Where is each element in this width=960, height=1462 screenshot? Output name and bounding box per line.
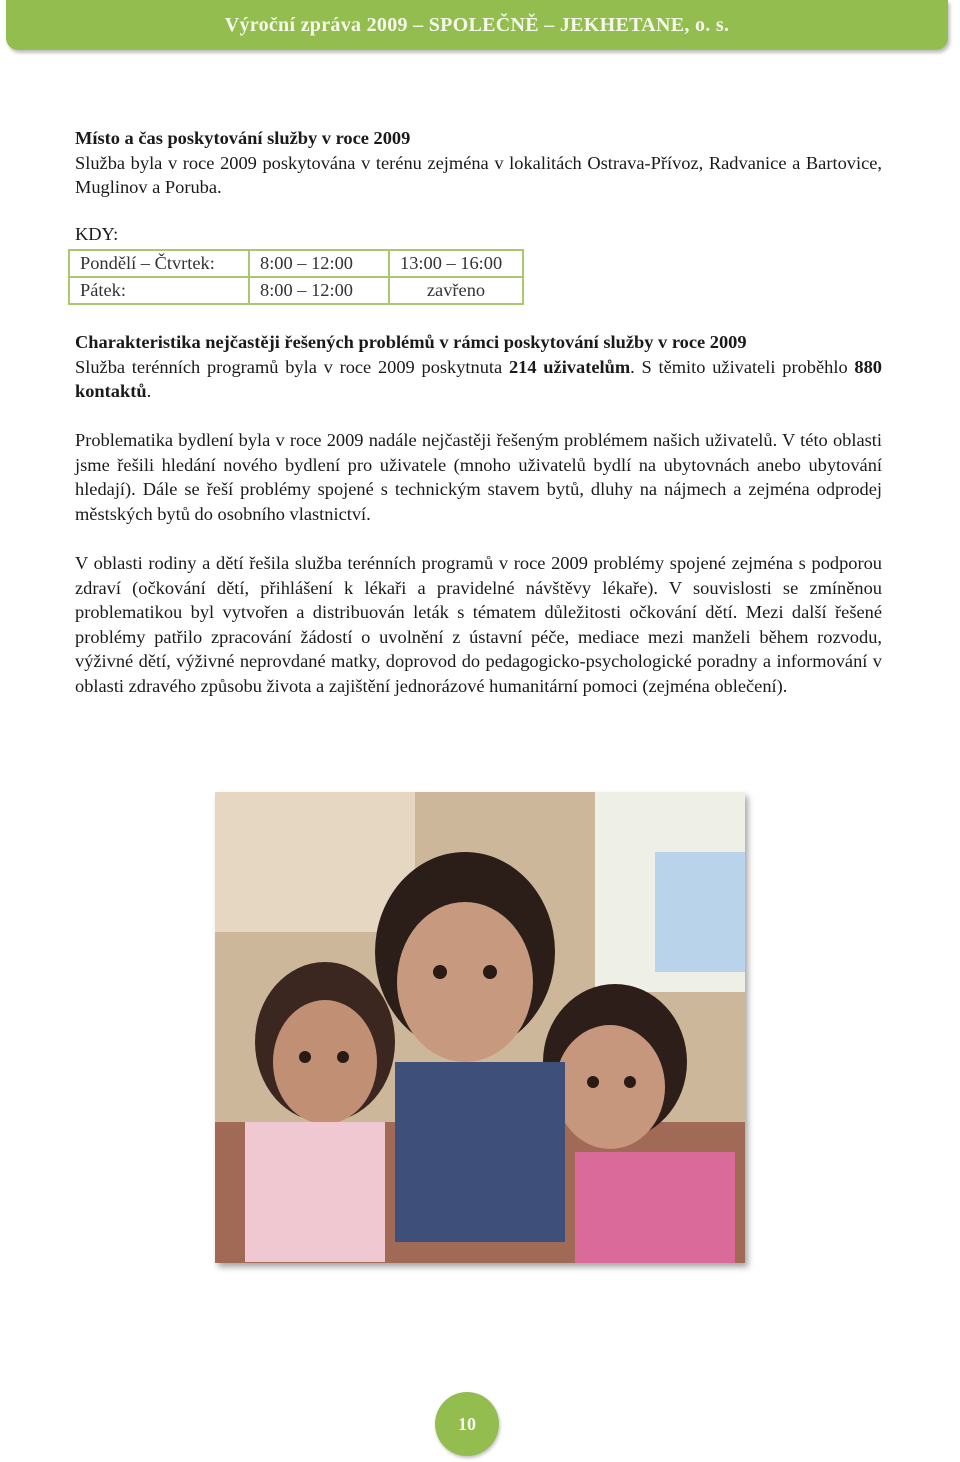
contacts-count: 880 kontaktů xyxy=(75,356,882,402)
intro-text: . S těmito uživateli proběhlo xyxy=(630,356,855,377)
section-housing xyxy=(75,428,882,526)
children-photo xyxy=(215,792,745,1263)
intro-text: Služba terénních programů byla v roce 2009 poskytnuta xyxy=(75,356,509,377)
schedule-afternoon: 13:00 – 16:00 xyxy=(389,250,523,277)
section-problems xyxy=(75,330,882,404)
schedule-days: Pondělí – Čtvrtek: xyxy=(69,250,249,277)
section-place-text: Služba byla v roce 2009 poskytována v terénu zejména v lokalitách Ostrava-Přívoz, Radvanice a Bartovice, Muglinov a Poruba. xyxy=(75,152,882,198)
section-place xyxy=(75,126,882,200)
users-count: 214 uživatelům xyxy=(508,356,631,377)
schedule-table xyxy=(68,249,524,305)
table-row xyxy=(69,250,523,277)
schedule-morning: 8:00 – 12:00 xyxy=(249,250,389,277)
table-row xyxy=(69,277,523,304)
paragraph-family: V oblasti rodiny a dětí řešila služba terénních programů v roce 2009 problémy spojené zejména s podporou zdraví (očkování dětí, přihlášení k lékaři a pravidelné návštěvy lékaře). V souvislosti se zmíněnou problematikou byl vytvořen a distribuován leták s tématem důležitosti očkování dětí. Mezi další řešené problémy patřilo zpracování žádostí o uvolnění z ústavní péče, mediace mezi manželi během rozvodu, výživné dětí, výživné neprovdané matky, doprovod do pedagogicko-psychologické poradny a informování v oblasti zdravého způsobu života a zajištění jednorázové humanitární pomoci (zejména oblečení). xyxy=(75,553,882,696)
page-number: 10 xyxy=(435,1392,499,1456)
section-family xyxy=(75,551,882,699)
header-title: Výroční zpráva 2009 – SPOLEČNĚ – JEKHETANE, o. s. xyxy=(224,14,730,36)
schedule-afternoon: zavřeno xyxy=(389,277,523,304)
schedule-morning: 8:00 – 12:00 xyxy=(249,277,389,304)
schedule-label: KDY: xyxy=(75,224,119,244)
intro-text: . xyxy=(146,381,152,402)
paragraph-housing: Problematika bydlení byla v roce 2009 nadále nejčastěji řešeným problémem našich uživatelů. V této oblasti jsme řešili hledání nového bydlení pro uživatele (mnoho uživatelů bydlí na ubytovnách anebo ubytování hledají). Dále se řeší problémy spojené s technickým stavem bytů, dluhy na nájmech a zejména odprodej městských bytů do osobního vlastnictví. xyxy=(75,430,882,524)
section-place-heading: Místo a čas poskytování služby v roce 2009 xyxy=(75,128,411,148)
header-bar xyxy=(6,0,948,50)
schedule-days: Pátek: xyxy=(69,277,249,304)
section-problems-heading: Charakteristika nejčastěji řešených problémů v rámci poskytování služby v roce 2009 xyxy=(75,332,747,352)
children-photo-illustration xyxy=(215,792,745,1263)
section-problems-intro xyxy=(75,355,882,404)
